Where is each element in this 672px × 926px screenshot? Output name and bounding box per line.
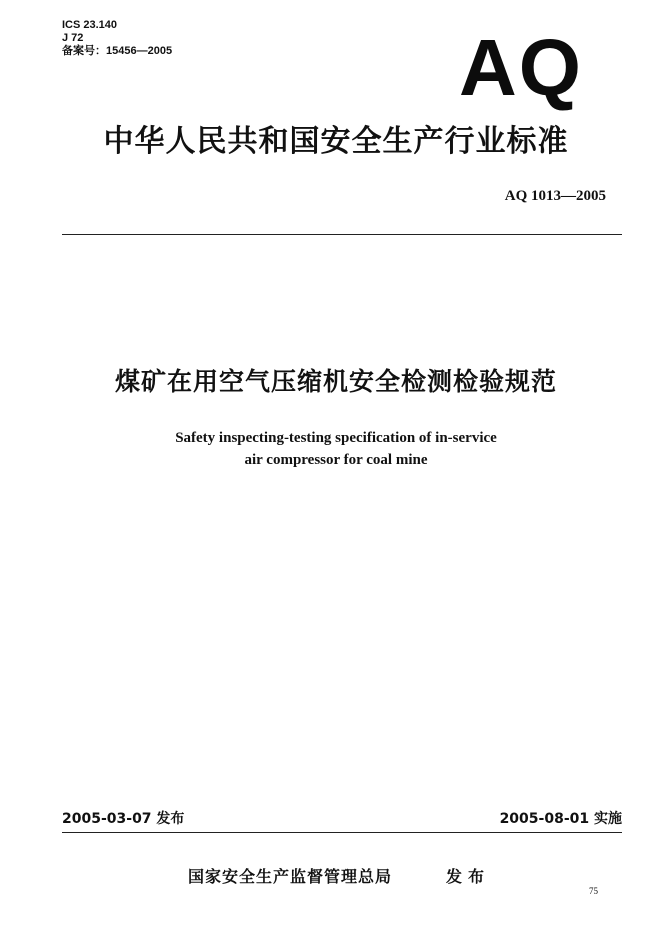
record-number: 备案号：15456—2005	[62, 45, 173, 57]
classification-code: J 72	[62, 32, 84, 44]
issue-date: 2005-03-07 发布	[62, 811, 185, 827]
bottom-divider	[62, 832, 622, 833]
issuing-label: 发布	[446, 867, 491, 886]
implementation-date: 2005-08-01 实施	[499, 811, 622, 827]
standard-code: AQ 1013—2005	[504, 188, 606, 204]
top-divider	[62, 234, 622, 235]
document-title-chinese: 煤矿在用空气压缩机安全检测检验规范	[114, 367, 557, 396]
ics-number: ICS 23.140	[62, 19, 118, 31]
document-title-english-line2: air compressor for coal mine	[244, 452, 428, 468]
issuing-authority: 国家安全生产监督管理总局	[188, 867, 393, 886]
aq-logo: AQ	[459, 23, 583, 112]
document-title-english-line1: Safety inspecting-testing specification of in-service	[175, 430, 497, 446]
standard-category-title: 中华人民共和国安全生产行业标准	[103, 124, 569, 159]
page-number: 75	[589, 886, 598, 896]
